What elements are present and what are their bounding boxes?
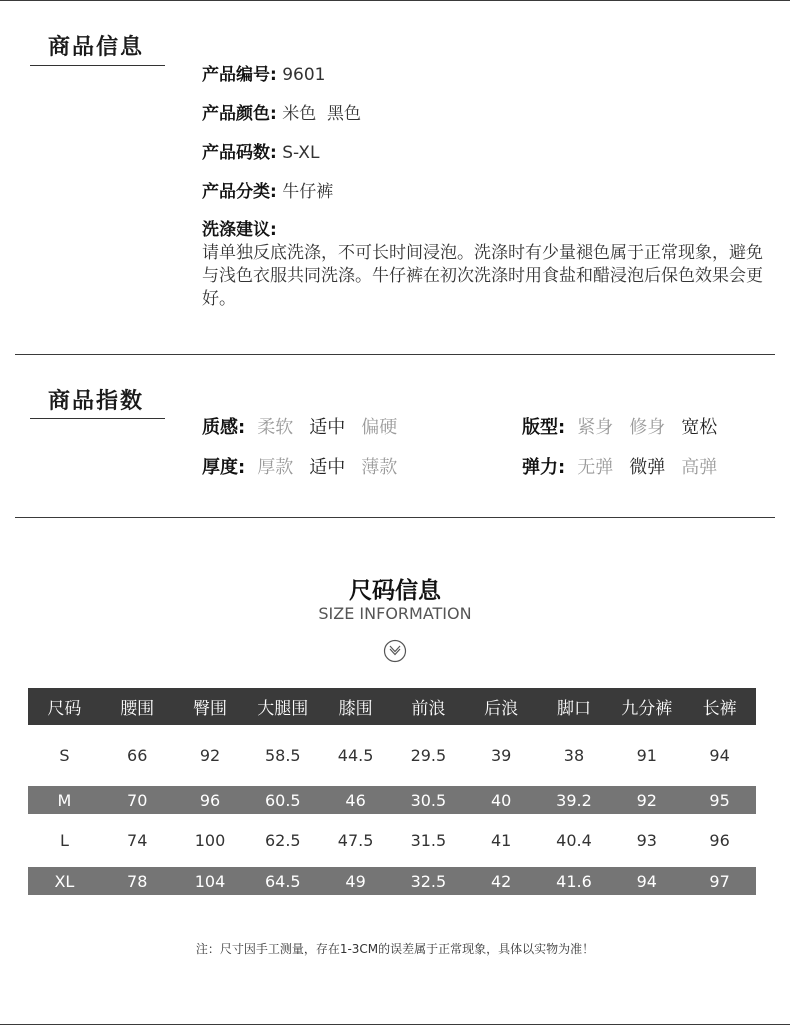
index-option: 偏硬 [361, 417, 398, 438]
index-texture [202, 417, 413, 439]
table-row [28, 867, 756, 895]
table-cell: 94 [709, 746, 730, 765]
index-option-selected: 微弹 [629, 457, 666, 478]
top-divider [0, 0, 790, 1]
table-cell: 30.5 [410, 790, 447, 810]
index-fit [522, 417, 733, 439]
table-cell: 41.6 [556, 871, 592, 891]
info-label: 产品码数: [202, 143, 277, 163]
table-cell: 60.5 [264, 790, 301, 810]
info-row-size [202, 142, 319, 164]
index-thickness [202, 457, 413, 479]
table-cell: 66 [127, 746, 148, 765]
table-cell: 44.5 [337, 746, 374, 765]
table-row [28, 786, 756, 814]
table-cell: 96 [199, 790, 221, 810]
size-info-title: 尺码信息 [349, 578, 441, 604]
table-cell: XL [54, 871, 75, 891]
wash-label [202, 219, 277, 241]
table-cell: 46 [345, 790, 366, 810]
info-label: 产品颜色: [202, 104, 277, 124]
table-cell: 64.5 [264, 871, 301, 891]
index-option: 紧身 [577, 417, 614, 438]
index-elasticity [522, 457, 733, 479]
table-cell: 41 [491, 831, 512, 850]
table-cell: 91 [636, 746, 657, 765]
table-cell: 100 [194, 831, 226, 850]
index-option: 无弹 [577, 457, 614, 478]
header-cell: 九分裤 [621, 699, 673, 719]
header-cell: 膝围 [338, 699, 373, 719]
table-cell: 40.4 [556, 831, 592, 850]
product-info-underline [30, 65, 165, 66]
size-note: 注：尺寸因手工测量，存在1-3CM的误差属于正常现象，具体以实物为准！ [195, 942, 595, 956]
index-option-selected: 适中 [309, 457, 346, 478]
table-row [28, 814, 756, 867]
table-cell: 74 [127, 831, 148, 850]
table-cell: 42 [491, 871, 512, 891]
header-cell: 脚口 [556, 699, 591, 719]
table-cell: 39 [491, 746, 512, 765]
table-cell: M [57, 790, 72, 810]
header-cell: 大腿围 [257, 699, 309, 719]
index-option-selected: 宽松 [681, 417, 718, 438]
index-option: 修身 [629, 417, 666, 438]
table-cell: 78 [127, 871, 148, 891]
table-cell: 97 [709, 871, 730, 891]
index-option-selected: 适中 [309, 417, 346, 438]
table-cell: 92 [636, 790, 657, 810]
index-option: 薄款 [361, 457, 398, 478]
product-index-title: 商品指数 [48, 389, 145, 414]
table-cell: 96 [709, 831, 730, 850]
header-cell: 尺码 [47, 699, 82, 719]
product-info-title: 商品信息 [48, 35, 145, 60]
table-cell: 32.5 [410, 871, 447, 891]
info-row-category [202, 181, 333, 203]
info-value: 牛仔裤 [282, 182, 334, 202]
header-cell: 前浪 [411, 699, 446, 719]
table-cell: 29.5 [410, 746, 447, 765]
table-cell: 40 [491, 790, 512, 810]
table-cell: 94 [636, 871, 657, 891]
product-index-underline [30, 418, 165, 419]
table-cell: 95 [709, 790, 730, 810]
index-label: 弹力: [522, 457, 566, 478]
index-label: 质感: [202, 417, 246, 438]
wash-instructions: 请单独反底洗涤，不可长时间浸泡。洗涤时有少量褪色属于正常现象，避免与浅色衣服共同洗涤。牛仔裤在初次洗涤时用食盐和醋浸泡后保色效果会更好。 [202, 243, 763, 309]
info-value: 米色 黑色 [282, 104, 362, 124]
size-info-subtitle: SIZE INFORMATION [318, 604, 472, 623]
table-cell: 39.2 [556, 790, 592, 810]
info-value: 9601 [282, 65, 326, 85]
table-cell: 31.5 [410, 831, 447, 850]
table-cell: L [59, 831, 69, 850]
table-cell: 93 [636, 831, 657, 850]
bottom-divider [0, 1024, 790, 1025]
index-label: 版型: [522, 417, 566, 438]
table-cell: 58.5 [264, 746, 301, 765]
info-label: 产品编号: [202, 65, 277, 85]
table-cell: S [59, 746, 70, 765]
index-label: 厚度: [202, 457, 246, 478]
table-cell: 62.5 [264, 831, 301, 850]
header-cell: 臀围 [192, 699, 227, 719]
index-option: 厚款 [257, 457, 294, 478]
table-row [28, 725, 756, 786]
size-table-header [28, 688, 756, 725]
size-table [28, 688, 756, 895]
info-row-color [202, 103, 361, 125]
table-cell: 104 [194, 871, 226, 891]
info-value: S-XL [282, 143, 320, 163]
chevron-down-icon [383, 639, 407, 663]
section-divider-2 [15, 517, 775, 518]
table-cell: 47.5 [337, 831, 374, 850]
table-cell: 92 [199, 746, 221, 765]
table-cell: 38 [563, 746, 585, 765]
header-cell: 后浪 [484, 699, 519, 719]
index-option: 柔软 [257, 417, 294, 438]
header-cell: 腰围 [120, 699, 155, 719]
index-option: 高弹 [681, 457, 718, 478]
info-row-number [202, 64, 325, 86]
table-cell: 49 [345, 871, 366, 891]
info-label: 产品分类: [202, 182, 277, 202]
header-cell: 长裤 [702, 699, 737, 719]
table-cell: 70 [127, 790, 148, 810]
section-divider-1 [15, 354, 775, 355]
wash-label-text: 洗涤建议: [202, 220, 277, 240]
